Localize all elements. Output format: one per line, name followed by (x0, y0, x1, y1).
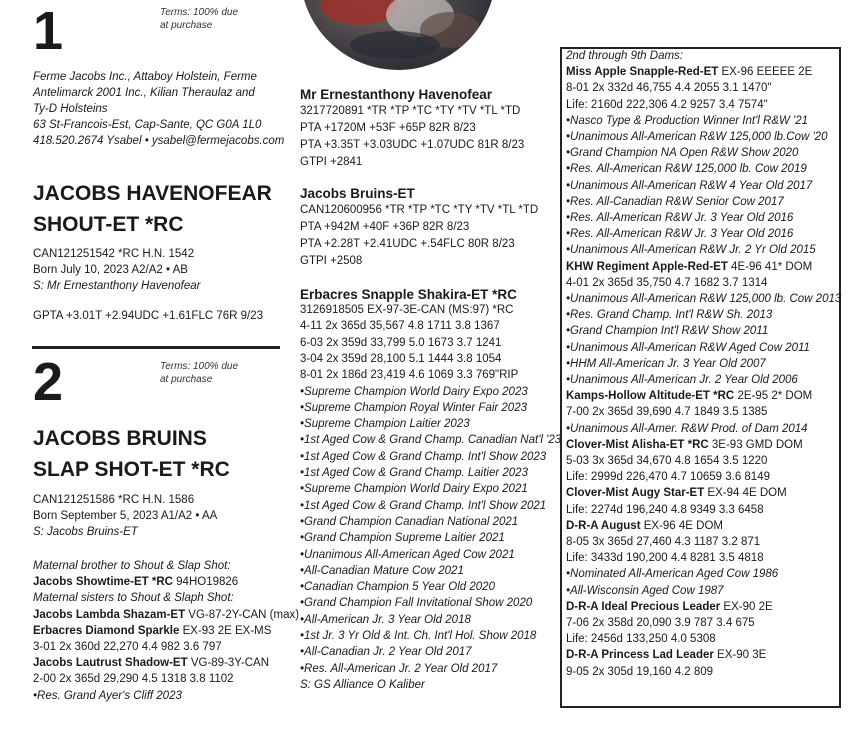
terms-line: at purchase (160, 20, 213, 31)
dams-line (566, 439, 803, 451)
dams-line (566, 617, 755, 629)
dams-line-text: •Unanimous All-American R&W 125,000 lb.Cow '20 (566, 131, 828, 143)
dams-line-text: •Res. All-Canadian R&W Senior Cow 2017 (566, 195, 784, 208)
dams-line (566, 131, 827, 143)
dam-line-text: •Supreme Champion World Dairy Expo 2023 (300, 385, 528, 398)
dam-line (300, 614, 471, 626)
dams-line-text: •Grand Champion Int'l R&W Show 2011 (566, 325, 769, 338)
dams-line-text: •Nominated All-American Aged Cow 1986 (566, 568, 779, 581)
dams-line (566, 520, 723, 532)
dams-line-text: 9-05 2x 305d 19,160 4.2 809 (566, 665, 714, 678)
dams-line-text: 2nd through 9th Dams: (566, 50, 683, 62)
maternal-line-text: VG-87-2Y-CAN (max) (185, 608, 300, 621)
dams-line (566, 455, 767, 467)
dams-line (566, 180, 812, 192)
dams-line-text: EX-96 4E DOM (640, 519, 723, 532)
dam-line (300, 434, 561, 446)
birth-date: Born July 10, 2023 A2/A2 • AB (33, 264, 188, 276)
dam-line-text: 8-01 2x 186d 23,419 4.6 1069 3.3 769"RIP (300, 369, 519, 382)
sire-info (300, 185, 538, 270)
dams-line (566, 552, 764, 564)
dam-line (300, 500, 546, 512)
dams-line-name: Clover-Mist Augy Star-ET (566, 487, 705, 500)
dams-line-text: 7-06 2x 358d 20,090 3.9 787 3.4 675 (566, 617, 755, 629)
dam-record (300, 304, 560, 704)
dams-line (566, 99, 768, 111)
dam-line-text: •1st Aged Cow & Grand Champ. Int'l Show 2023 (300, 450, 547, 463)
dam-line (300, 581, 495, 593)
consignor-address: 63 St-Francois-Est, Cap-Sante, QC G0A 1L0 (33, 119, 262, 131)
maternal-line (33, 657, 269, 669)
dams-line-text: EX-90 3E (713, 649, 767, 662)
dam-line (300, 646, 472, 658)
dams-line (566, 196, 784, 208)
cow-photo-image (300, 0, 496, 70)
maternal-family (33, 560, 300, 710)
dam-line (300, 353, 501, 365)
lot-number: 2 (33, 352, 64, 412)
sire-stat-line: PTA +942M +40F +36P 82R 8/23 (300, 221, 470, 233)
sire-name: Mr Ernestanthony Havenofear (300, 87, 493, 102)
dams-line-text: •Res. All-American R&W Jr. 3 Year Old 2016 (566, 228, 794, 241)
maternal-line-text: 3-01 2x 360d 22,270 4.4 982 3.6 797 (33, 641, 222, 653)
sire-stats (300, 103, 524, 171)
consignor-line: Ty-D Holsteins (33, 103, 108, 115)
dams-line-name: Clover-Mist Alisha-ET *RC (566, 438, 709, 451)
sire-stat-line: PTA +3.35T +3.03UDC +1.07UDC 81R 8/23 (300, 139, 525, 151)
dams-line (566, 423, 808, 435)
dams-line-text: EX-96 EEEEE 2E (718, 66, 813, 79)
lot-pedigree (33, 246, 200, 294)
dams-line-name: Miss Apple Snapple-Red-ET (566, 66, 719, 79)
dam-line (300, 532, 505, 544)
maternal-line-text: Maternal sisters to Shout & Slaph Shot: (33, 592, 234, 605)
dams-line-name: Kamps-Hollow Altitude-ET *RC (566, 390, 735, 403)
dam-line-text: •Supreme Champion Laitier 2023 (300, 418, 470, 431)
sire-name: Jacobs Bruins-ET (300, 186, 415, 201)
maternal-line (33, 592, 234, 604)
dams-line-text: •HHM All-American Jr. 3 Year Old 2007 (566, 357, 766, 370)
birth-date: Born September 5, 2023 A1/A2 • AA (33, 510, 218, 522)
dam-line-text: •Grand Champion Fall Invitational Show 2020 (300, 597, 533, 610)
dam-line (300, 516, 518, 528)
dams-line-name: KHW Regiment Apple-Red-ET (566, 260, 728, 273)
dam-line-text: •Supreme Champion Royal Winter Fair 2023 (300, 401, 527, 414)
dams-line (566, 66, 812, 78)
dams-line (566, 163, 807, 175)
dams-line-text: •Res. Grand Champ. Int'l R&W Sh. 2013 (566, 309, 773, 322)
dam-line (300, 630, 536, 642)
dams-line (566, 50, 683, 62)
lot-pedigree (33, 492, 217, 540)
dams-line-text: 5-03 3x 365d 34,670 4.8 1654 3.5 1220 (566, 455, 768, 467)
lot-title-line: SLAP SHOT-ET *RC (33, 458, 230, 481)
dams-line (566, 358, 766, 370)
dam-line (300, 402, 527, 414)
sire-info (300, 86, 524, 171)
dam-line-text: •All-Canadian Mature Cow 2021 (300, 564, 464, 577)
dams-line (566, 406, 767, 418)
maternal-line-text: 2-00 2x 365d 29,290 4.5 1318 3.8 1102 (33, 673, 234, 686)
dams-line-text: Life: 2274d 196,240 4.8 9349 3.3 6458 (566, 503, 764, 516)
dam-line-text: 3-04 2x 359d 28,100 5.1 1444 3.8 1054 (300, 352, 502, 365)
dam-line-text: •Res. All-American Jr. 2 Year Old 2017 (300, 662, 498, 675)
dams-line (566, 633, 716, 645)
dam-line (300, 467, 528, 479)
dam-line-text: •Grand Champion Supreme Laitier 2021 (300, 532, 505, 545)
dams-line-name: D-R-A Ideal Precious Leader (566, 600, 721, 613)
lot-title (33, 423, 230, 485)
dams-line (566, 244, 816, 256)
dams-line-text: 2E-95 2* DOM (734, 390, 813, 403)
dams-line (566, 82, 772, 94)
dam-line (300, 679, 425, 691)
dams-line-text: •Unanimous All-American R&W Aged Cow 2011 (566, 341, 810, 354)
dams-line-name: D-R-A Princess Lad Leader (566, 649, 714, 662)
registration: CAN121251586 *RC H.N. 1586 (33, 494, 195, 506)
dam-line (300, 451, 546, 463)
dams-line (566, 649, 766, 661)
consignor-line: Ferme Jacobs Inc., Attaboy Holstein, Ferme (33, 71, 257, 83)
dams-line-text: 8-01 2x 332d 46,755 4.4 2055 3.1 1470" (566, 82, 772, 95)
dam-line-text: •1st Aged Cow & Grand Champ. Int'l Show 2021 (300, 499, 547, 512)
maternal-line (33, 690, 182, 702)
dams-line-name: D-R-A August (566, 519, 641, 532)
dams-line-text: Life: 2999d 226,470 4.7 10659 3.6 8149 (566, 471, 770, 484)
dams-list (566, 50, 842, 700)
dams-line (566, 471, 770, 483)
dams-line-text: 4E-96 41* DOM (727, 260, 813, 273)
consignor-contact: 418.520.2674 Ysabel • ysabel@fermejacobs.com (33, 135, 285, 147)
sire-line: S: Mr Ernestanthony Havenofear (33, 280, 201, 292)
maternal-line (33, 641, 222, 653)
dams-line-text: •Grand Champion NA Open R&W Show 2020 (566, 147, 799, 160)
dams-line (566, 212, 793, 224)
dam-line (300, 304, 514, 316)
dam-line (300, 663, 497, 675)
dam-line (300, 369, 518, 381)
dams-line (566, 228, 793, 240)
dams-line-text: •Res. All-American R&W 125,000 lb. Cow 2019 (566, 163, 807, 176)
dams-line (566, 277, 767, 289)
dams-line-text: 3E-93 GMD DOM (708, 438, 803, 451)
dams-line (566, 666, 713, 678)
dams-line-text: Life: 2456d 133,250 4.0 5308 (566, 633, 716, 646)
cow-photo (300, 0, 496, 70)
terms-line: Terms: 100% due (160, 361, 239, 372)
maternal-line-name: Jacobs Lambda Shazam-ET (33, 608, 186, 621)
dams-line-text: 4-01 2x 365d 35,750 4.7 1682 3.7 1314 (566, 276, 768, 289)
registration: CAN121251542 *RC H.N. 1542 (33, 248, 195, 260)
consignor-block (33, 69, 283, 149)
dam-line-text: 6-03 2x 359d 33,799 5.0 1673 3.7 1241 (300, 336, 502, 349)
lot-title-line: JACOBS HAVENOFEAR (33, 182, 272, 205)
dam-line-text: •1st Aged Cow & Grand Champ. Canadian Nat'l '23 (300, 434, 562, 447)
dams-line (566, 293, 841, 305)
dams-line-text: •Res. All-American R&W Jr. 3 Year Old 2016 (566, 212, 794, 224)
dams-line (566, 536, 760, 548)
dams-line-text: •Unanimous All-American R&W Jr. 2 Yr Old 2015 (566, 244, 816, 257)
sire-stats (300, 202, 538, 270)
dams-line (566, 342, 810, 354)
divider (32, 346, 280, 349)
dams-line-text: Life: 2160d 222,306 4.2 9257 3.4 7574" (566, 98, 768, 111)
lot-title-line: SHOUT-ET *RC (33, 213, 184, 236)
sire-stat-line: 3217720891 *TR *TP *TC *TY *TV *TL *TD (300, 105, 521, 117)
maternal-line (33, 576, 238, 588)
dam-name: Erbacres Snapple Shakira-ET *RC (300, 287, 517, 302)
sire-line: S: Jacobs Bruins-ET (33, 526, 138, 538)
dams-line (566, 374, 798, 386)
dam-line (300, 337, 501, 349)
dam-line (300, 549, 515, 561)
dams-line-text: 7-00 2x 365d 39,690 4.7 1849 3.5 1385 (566, 406, 768, 419)
dam-line (300, 597, 532, 609)
dam-line-text: 3126918505 EX-97-3E-CAN (MS:97) *RC (300, 304, 514, 316)
lot-terms (160, 360, 238, 386)
maternal-line-text: •Res. Grand Ayer's Cliff 2023 (33, 689, 182, 702)
dams-line (566, 601, 773, 613)
dams-line (566, 585, 724, 597)
maternal-line (33, 625, 271, 637)
dams-line (566, 487, 787, 499)
sire-stat-line: PTA +1720M +53F +65P 82R 8/23 (300, 122, 476, 134)
dam-line (300, 320, 500, 332)
lot-terms (160, 6, 238, 32)
dams-line-text: •All-Wisconsin Aged Cow 1987 (566, 584, 724, 597)
maternal-line-text: 94HO19826 (172, 576, 239, 589)
dams-line-text: •Unanimous All-American R&W 125,000 lb. Cow 2013 (566, 293, 842, 305)
dams-line (566, 261, 812, 273)
sire-stat-line: CAN120600956 *TR *TP *TC *TY *TV *TL *TD (300, 204, 539, 216)
maternal-line (33, 609, 299, 621)
maternal-line (33, 560, 231, 572)
dams-line (566, 115, 808, 127)
maternal-line-text: EX-93 2E EX-MS (179, 624, 272, 637)
maternal-line-name: Jacobs Showtime-ET *RC (33, 576, 173, 589)
dam-line-text: •1st Aged Cow & Grand Champ. Laitier 2023 (300, 467, 528, 479)
dam-line-text: •All-American Jr. 3 Year Old 2018 (300, 613, 471, 626)
lot-title-line: JACOBS BRUINS (33, 427, 207, 450)
dams-line-text: •Unanimous All-Amer. R&W Prod. of Dam 2014 (566, 422, 808, 435)
dam-line (300, 565, 464, 577)
maternal-line-text: Maternal brother to Shout & Slap Shot: (33, 560, 231, 572)
dam-line-text: •Canadian Champion 5 Year Old 2020 (300, 581, 495, 594)
dams-line-text: Life: 3433d 190,200 4.4 8281 3.5 4818 (566, 552, 764, 565)
dams-line (566, 390, 812, 402)
dams-line-text: •Unanimous All-American R&W 4 Year Old 2017 (566, 179, 813, 192)
maternal-line-text: VG-89-3Y-CAN (187, 657, 270, 670)
dam-line-text: S: GS Alliance O Kaliber (300, 678, 425, 691)
terms-line: at purchase (160, 374, 213, 385)
dams-line (566, 325, 768, 337)
dams-line-text: EX-94 4E DOM (704, 487, 787, 500)
dam-line-text: •1st Jr. 3 Yr Old & Int. Ch. Int'l Hol. Show 2018 (300, 630, 537, 642)
dams-line (566, 504, 764, 516)
dams-line (566, 568, 778, 580)
dams-line (566, 147, 798, 159)
dams-line-text: EX-90 2E (720, 600, 773, 613)
maternal-line (33, 673, 234, 685)
terms-line: Terms: 100% due (160, 7, 239, 18)
sire-stat-line: PTA +2.28T +2.41UDC +.54FLC 80R 8/23 (300, 238, 515, 250)
dams-line (566, 309, 772, 321)
dam-line-text: •Grand Champion Canadian National 2021 (300, 515, 519, 528)
dam-line (300, 483, 528, 495)
dam-line-text: •All-Canadian Jr. 2 Year Old 2017 (300, 646, 472, 659)
maternal-line-name: Jacobs Lautrust Shadow-ET (33, 657, 188, 670)
sire-stat-line: GTPI +2508 (300, 255, 363, 267)
consignor-line: Antelimarck 2001 Inc., Kilian Theraulaz and (33, 87, 255, 99)
dams-line-text: •Nasco Type & Production Winner Int'l R&W '21 (566, 114, 809, 127)
dams-line-text: •Unanimous All-American Jr. 2 Year Old 2006 (566, 374, 798, 386)
lot-number: 1 (33, 1, 64, 61)
sire-stat-line: GTPI +2841 (300, 156, 363, 168)
lot-title (33, 178, 272, 240)
dam-line-text: 4-11 2x 365d 35,567 4.8 1711 3.8 1367 (300, 320, 500, 333)
dam-line (300, 386, 528, 398)
dams-line-text: 8-05 3x 365d 27,460 4.3 1187 3.2 871 (566, 536, 761, 548)
dam-line-text: •Unanimous All-American Aged Cow 2021 (300, 548, 515, 561)
maternal-line-name: Erbacres Diamond Sparkle (33, 624, 180, 637)
dam-line (300, 418, 470, 430)
dam-line-text: •Supreme Champion World Dairy Expo 2021 (300, 483, 528, 496)
gpta: GPTA +3.01T +2.94UDC +1.61FLC 76R 9/23 (33, 310, 264, 322)
